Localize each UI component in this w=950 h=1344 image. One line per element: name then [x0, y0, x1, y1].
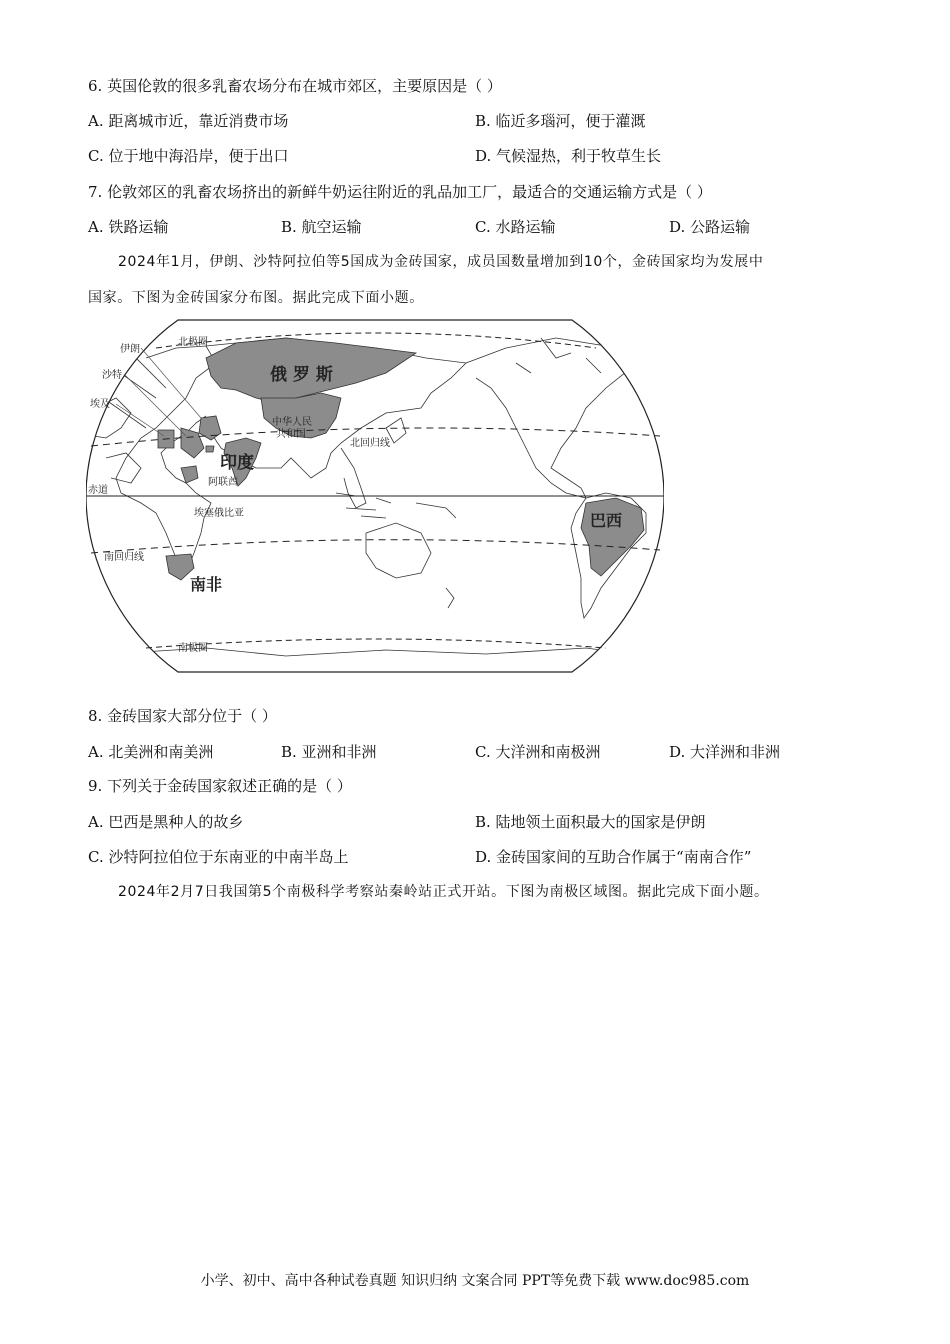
label-south-africa: 南非: [190, 575, 223, 594]
label-tropic-capricorn: 南回归线: [104, 552, 144, 563]
q8-option-d: D. 大洋洲和非洲: [669, 743, 781, 761]
label-iran: 伊朗: [120, 344, 140, 355]
q9-stem: 9. 下列关于金砖国家叙述正确的是（ ）: [88, 777, 352, 795]
world-map-svg: [86, 318, 664, 674]
label-russia: 俄 罗 斯: [270, 365, 333, 385]
q8-option-c: C. 大洋洲和南极洲: [475, 743, 601, 761]
passage1-line2: 国家。下图为金砖国家分布图。据此完成下面小题。: [88, 290, 424, 306]
q8-option-a: A. 北美洲和南美洲: [88, 743, 214, 761]
label-saudi: 沙特: [102, 370, 122, 381]
passage2-line1: 2024年2月7日我国第5个南极科学考察站秦岭站正式开站。下图为南极区域图。据此完成下面小题。: [118, 884, 769, 900]
label-arctic-circle: 北极圈: [178, 337, 208, 348]
q9-option-d: D. 金砖国家间的互助合作属于“南南合作”: [475, 848, 752, 866]
label-india: 印度: [220, 453, 254, 473]
q6-option-d: D. 气候湿热，利于牧草生长: [475, 147, 662, 165]
q7-option-d: D. 公路运输: [669, 218, 751, 236]
q7-option-a: A. 铁路运输: [88, 218, 169, 236]
label-uae: 阿联酋: [208, 477, 238, 488]
passage1-line1: 2024年1月，伊朗、沙特阿拉伯等5国成为金砖国家，成员国数量增加到10个，金砖国家均为发展中: [118, 254, 764, 270]
uae-shape: [206, 446, 214, 452]
q7-stem: 7. 伦敦郊区的乳畜农场挤出的新鲜牛奶运往附近的乳品加工厂，最适合的交通运输方式是（ ）: [88, 183, 712, 201]
q6-option-c: C. 位于地中海沿岸，便于出口: [88, 147, 289, 165]
page-footer: 小学、初中、高中各种试卷真题 知识归纳 文案合同 PPT等免费下载 www.doc985.com: [200, 1273, 750, 1289]
q6-stem: 6. 英国伦敦的很多乳畜农场分布在城市郊区，主要原因是（ ）: [88, 77, 502, 95]
q6-option-a: A. 距离城市近，靠近消费市场: [88, 112, 289, 130]
label-equator: 赤道: [88, 485, 108, 496]
brics-world-map: [86, 318, 664, 674]
label-antarctic-circle: 南极圈: [178, 643, 208, 654]
label-china-line1: 中华人民: [272, 417, 312, 428]
label-ethiopia: 埃塞俄比亚: [194, 508, 244, 519]
q7-option-c: C. 水路运输: [475, 218, 556, 236]
q8-option-b: B. 亚洲和非洲: [281, 743, 377, 761]
label-china-line2: 共和国: [276, 429, 306, 440]
q8-stem: 8. 金砖国家大部分位于（ ）: [88, 707, 277, 725]
q9-option-a: A. 巴西是黑种人的故乡: [88, 813, 244, 831]
label-tropic-cancer: 北回归线: [350, 438, 390, 449]
label-egypt: 埃及: [90, 399, 110, 410]
label-brazil: 巴西: [590, 511, 623, 530]
q7-option-b: B. 航空运输: [281, 218, 362, 236]
q9-option-c: C. 沙特阿拉伯位于东南亚的中南半岛上: [88, 848, 349, 866]
q9-option-b: B. 陆地领土面积最大的国家是伊朗: [475, 813, 706, 831]
q6-option-b: B. 临近多瑙河，便于灌溉: [475, 112, 646, 130]
